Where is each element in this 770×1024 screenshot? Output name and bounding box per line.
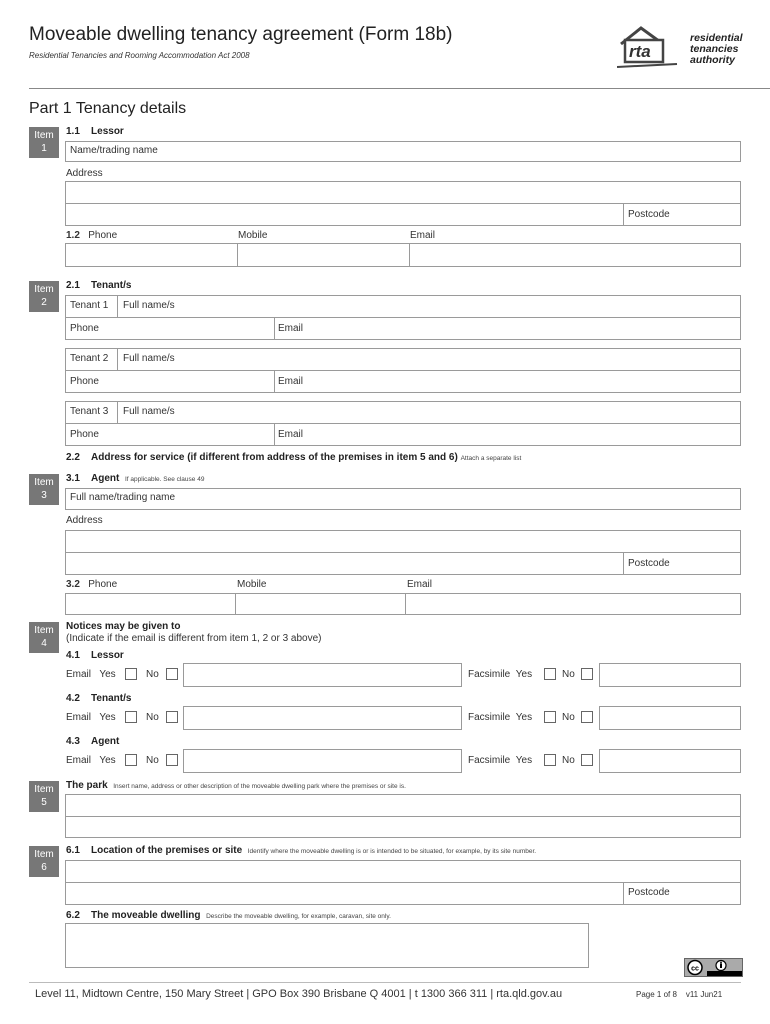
agent-email-label: Email bbox=[407, 579, 433, 590]
park-heading: The park Insert name, address or other description of the moveable dwelling park where the premises or site is. bbox=[66, 780, 406, 791]
tenant-3-name-field[interactable]: Full name/s bbox=[123, 406, 175, 417]
notice-agent-fax-field[interactable] bbox=[599, 749, 741, 773]
notice-tenant-fax-field[interactable] bbox=[599, 706, 741, 730]
notice-tenant-email-no-checkbox[interactable] bbox=[166, 711, 178, 723]
notice-tenant-fax-no-checkbox[interactable] bbox=[581, 711, 593, 723]
location-postcode-label: Postcode bbox=[628, 887, 670, 898]
part-title: Part 1 Tenancy details bbox=[29, 100, 187, 117]
location-heading: 6.1 Location of the premises or site Identify where the moveable dwelling is or is intended to be situated, for example, by its site number. bbox=[66, 845, 537, 856]
lessor-address-label: Address bbox=[66, 168, 103, 179]
tenant-2-label: Tenant 2 bbox=[70, 353, 109, 364]
lessor-mobile-field[interactable] bbox=[237, 243, 410, 267]
notice-agent-email-no-checkbox[interactable] bbox=[166, 754, 178, 766]
notice-lessor-email-no-checkbox[interactable] bbox=[166, 668, 178, 680]
dwelling-heading: 6.2 The moveable dwelling Describe the moveable dwelling, for example, caravan, site only. bbox=[66, 910, 391, 921]
notice-lessor-fax-no-checkbox[interactable] bbox=[581, 668, 593, 680]
notice-lessor-email-field[interactable] bbox=[183, 663, 462, 687]
notice-tenant-heading: 4.2 Tenant/s bbox=[66, 693, 132, 704]
lessor-phone-label: 1.2 Phone bbox=[66, 230, 118, 241]
footer-divider bbox=[29, 982, 741, 983]
agent-email-field[interactable] bbox=[405, 593, 741, 615]
tenant-1-email-field[interactable]: Email bbox=[278, 323, 304, 334]
notice-lessor-email-label: Email Yes bbox=[66, 669, 116, 680]
footer-address: Level 11, Midtown Centre, 150 Mary Street | GPO Box 390 Brisbane Q 4001 | t 1300 366 311 | rta.qld.gov.au bbox=[35, 988, 563, 1000]
notice-tenant-email-field[interactable] bbox=[183, 706, 462, 730]
item-badge-4: Item 4 bbox=[29, 622, 59, 653]
agent-phone-label: 3.2 Phone bbox=[66, 579, 118, 590]
notice-agent-email-no-label: No bbox=[146, 755, 159, 766]
notice-lessor-email-yes-checkbox[interactable] bbox=[125, 668, 137, 680]
lessor-postcode-label: Postcode bbox=[628, 209, 670, 220]
notice-tenant-email-label: Email Yes bbox=[66, 712, 116, 723]
notice-lessor-fax-label: Facsimile Yes bbox=[468, 669, 533, 680]
notice-agent-heading: 4.3 Agent bbox=[66, 736, 120, 747]
tenant-2-name-field[interactable]: Full name/s bbox=[123, 353, 175, 364]
tenant-3-email-field[interactable]: Email bbox=[278, 429, 304, 440]
notices-heading: Notices may be given to bbox=[66, 621, 181, 632]
service-address-heading: 2.2 Address for service (if different from address of the premises in item 5 and 6) Attach a separate list bbox=[66, 452, 522, 463]
creative-commons-icon bbox=[684, 958, 743, 977]
item-badge-2: Item 2 bbox=[29, 281, 59, 312]
notice-agent-email-label: Email Yes bbox=[66, 755, 116, 766]
lessor-phone-field[interactable] bbox=[65, 243, 238, 267]
lessor-name-field[interactable]: Name/trading name bbox=[65, 141, 741, 162]
agent-phone-field[interactable] bbox=[65, 593, 236, 615]
agent-address-label: Address bbox=[66, 515, 103, 526]
page-info: Page 1 of 8 v11 Jun21 bbox=[636, 990, 723, 999]
house-roof-icon bbox=[617, 24, 692, 72]
notice-agent-email-field[interactable] bbox=[183, 749, 462, 773]
agent-heading: 3.1 Agent If applicable. See clause 49 bbox=[66, 473, 205, 484]
notice-lessor-fax-no-label: No bbox=[562, 669, 575, 680]
tenants-heading: 2.1 Tenant/s bbox=[66, 280, 132, 291]
tenant-1-label: Tenant 1 bbox=[70, 300, 109, 311]
lessor-email-field[interactable] bbox=[409, 243, 741, 267]
tenant-3-phone-field[interactable]: Phone bbox=[70, 429, 99, 440]
form-subtitle: Residential Tenancies and Rooming Accommodation Act 2008 bbox=[29, 51, 250, 60]
item-badge-5: Item 5 bbox=[29, 781, 59, 812]
tenant-3-label: Tenant 3 bbox=[70, 406, 109, 417]
tenant-1-name-field[interactable]: Full name/s bbox=[123, 300, 175, 311]
notice-agent-fax-label: Facsimile Yes bbox=[468, 755, 533, 766]
tenant-2-email-field[interactable]: Email bbox=[278, 376, 304, 387]
agent-name-field[interactable]: Full name/trading name bbox=[65, 488, 741, 510]
cc-icon-text: cc bbox=[691, 965, 699, 973]
notice-lessor-heading: 4.1 Lessor bbox=[66, 650, 124, 661]
tenant-1-phone-field[interactable]: Phone bbox=[70, 323, 99, 334]
agent-postcode-label: Postcode bbox=[628, 558, 670, 569]
header-divider bbox=[29, 88, 770, 89]
notices-note: (Indicate if the email is different from item 1, 2 or 3 above) bbox=[66, 633, 322, 644]
notice-tenant-email-no-label: No bbox=[146, 712, 159, 723]
agent-mobile-field[interactable] bbox=[235, 593, 406, 615]
notice-agent-fax-yes-checkbox[interactable] bbox=[544, 754, 556, 766]
notice-tenant-email-yes-checkbox[interactable] bbox=[125, 711, 137, 723]
logo-words: residential tenancies authority bbox=[690, 32, 743, 66]
notice-lessor-fax-yes-checkbox[interactable] bbox=[544, 668, 556, 680]
notice-tenant-fax-yes-checkbox[interactable] bbox=[544, 711, 556, 723]
logo-mark-text: rta bbox=[629, 42, 651, 61]
agent-mobile-label: Mobile bbox=[237, 579, 267, 590]
notice-agent-fax-no-checkbox[interactable] bbox=[581, 754, 593, 766]
item-badge-1: Item 1 bbox=[29, 127, 59, 158]
notice-agent-fax-no-label: No bbox=[562, 755, 575, 766]
tenant-2-phone-field[interactable]: Phone bbox=[70, 376, 99, 387]
item-badge-3: Item 3 bbox=[29, 474, 59, 505]
notice-tenant-fax-label: Facsimile Yes bbox=[468, 712, 533, 723]
dwelling-field[interactable] bbox=[65, 923, 589, 968]
item-badge-6: Item 6 bbox=[29, 846, 59, 877]
notice-tenant-fax-no-label: No bbox=[562, 712, 575, 723]
lessor-heading: 1.1 Lessor bbox=[66, 126, 124, 137]
form-title: Moveable dwelling tenancy agreement (Form 18b) bbox=[29, 24, 453, 45]
notice-lessor-fax-field[interactable] bbox=[599, 663, 741, 687]
notice-lessor-email-no-label: No bbox=[146, 669, 159, 680]
notice-agent-email-yes-checkbox[interactable] bbox=[125, 754, 137, 766]
lessor-email-label: Email bbox=[410, 230, 436, 241]
lessor-mobile-label: Mobile bbox=[238, 230, 268, 241]
